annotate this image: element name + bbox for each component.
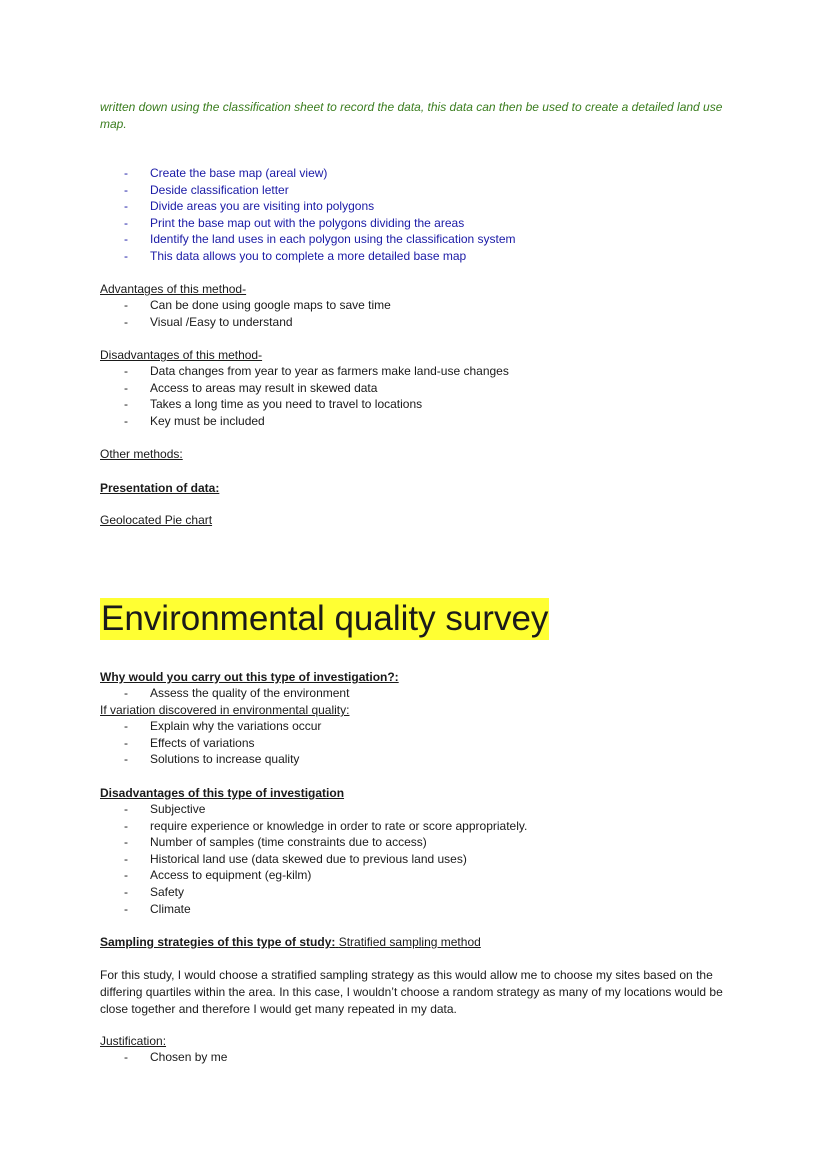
list-item: - Key must be included — [100, 413, 509, 430]
list-item: - Print the base map out with the polygons dividing the areas — [100, 215, 516, 232]
list-item: - Explain why the variations occur — [100, 718, 321, 735]
list-item: - Solutions to increase quality — [100, 751, 321, 768]
sampling-value: Stratified sampling method — [338, 935, 481, 949]
list-item: - Subjective — [100, 801, 527, 818]
list-item: - Takes a long time as you need to travel to locations — [100, 396, 509, 413]
variation-list — [100, 718, 321, 768]
list-item: - Climate — [100, 901, 527, 918]
section-title: Environmental quality survey — [101, 599, 549, 638]
justification-heading: Justification: — [100, 1034, 167, 1048]
why-heading: Why would you carry out this type of investigation?: — [100, 670, 399, 684]
investigation-disadvantages-heading: Disadvantages of this type of investigation — [100, 786, 345, 800]
list-item: - Assess the quality of the environment — [100, 685, 349, 702]
sampling-label: Sampling strategies of this type of study: — [100, 935, 336, 949]
sampling-paragraph: For this study, I would choose a stratified sampling strategy as this would allow me to choose my sites based on the differing quartiles within the area. In this case, I wouldn’t choose a random strategy as many of my locations would be close together and therefore I would get many repeated in my data. — [100, 968, 723, 1016]
list-item: - Visual /Easy to understand — [100, 314, 391, 331]
list-item: - Safety — [100, 884, 527, 901]
list-item: - This data allows you to complete a more detailed base map — [100, 248, 516, 265]
list-item: - Identify the land uses in each polygon using the classification system — [100, 231, 516, 248]
why-list — [100, 685, 349, 702]
other-methods-heading: Other methods: — [100, 447, 183, 461]
list-item: - require experience or knowledge in order to rate or score appropriately. — [100, 818, 527, 835]
investigation-disadvantages-list — [100, 801, 527, 917]
disadvantages-heading: Disadvantages of this method- — [100, 348, 263, 362]
variation-heading: If variation discovered in environmental quality: — [100, 703, 350, 717]
list-item: - Create the base map (areal view) — [100, 165, 516, 182]
geolocated-heading: Geolocated Pie chart — [100, 513, 213, 527]
list-item: - Access to equipment (eg-kilm) — [100, 867, 527, 884]
intro-text: written down using the classification sheet to record the data, this data can then be used to create a detailed land use map. — [100, 100, 723, 131]
justification-list — [100, 1049, 227, 1066]
sampling-heading — [100, 934, 481, 950]
list-item: - Data changes from year to year as farmers make land-use changes — [100, 363, 509, 380]
steps-list — [100, 165, 516, 265]
list-item: - Access to areas may result in skewed data — [100, 380, 509, 397]
disadvantages-list — [100, 363, 509, 429]
advantages-heading: Advantages of this method- — [100, 282, 247, 296]
list-item: - Number of samples (time constraints due to access) — [100, 834, 527, 851]
list-item: - Historical land use (data skewed due to previous land uses) — [100, 851, 527, 868]
list-item: - Effects of variations — [100, 735, 321, 752]
list-item: - Deside classification letter — [100, 182, 516, 199]
list-item: - Divide areas you are visiting into polygons — [100, 198, 516, 215]
list-item: - Can be done using google maps to save time — [100, 297, 391, 314]
presentation-heading: Presentation of data: — [100, 481, 220, 495]
advantages-list — [100, 297, 391, 330]
list-item: - Chosen by me — [100, 1049, 227, 1066]
